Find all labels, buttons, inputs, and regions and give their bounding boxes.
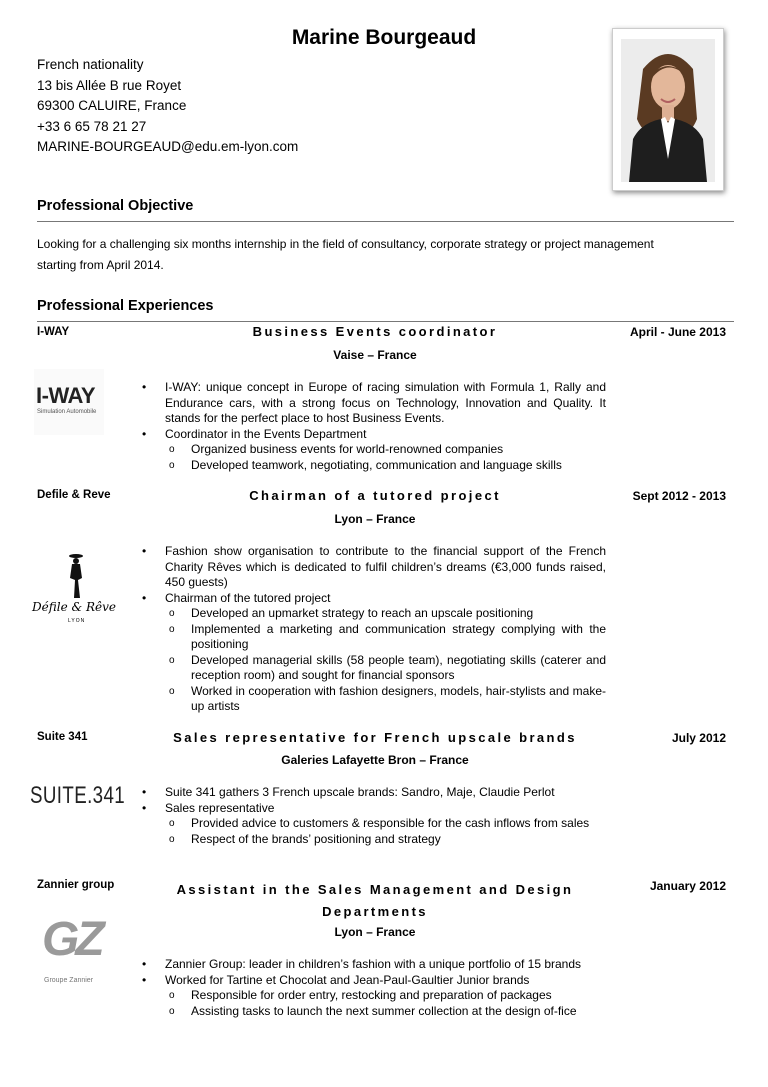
experiences-heading: Professional Experiences xyxy=(37,298,214,314)
job-title: Business Events coordinator xyxy=(252,324,498,339)
nationality: French nationality xyxy=(37,57,144,72)
job-location: Vaise – France xyxy=(333,348,417,362)
sub-list-item: o Worked in cooperation with fashion designers, models, hair-stylists and make-up artists xyxy=(165,684,606,715)
phone-number: +33 6 65 78 21 27 xyxy=(37,118,147,134)
job-location: Lyon – France xyxy=(334,512,416,526)
address-street: 13 bis Allée B rue Royet xyxy=(37,77,182,93)
objective-line: Looking for a challenging six months internship in the field of consultancy, corporate strategy or project management xyxy=(37,237,654,251)
contact-block xyxy=(37,55,298,158)
job-location: Lyon – France xyxy=(334,925,416,939)
divider xyxy=(37,321,734,322)
defile-reve-logo xyxy=(30,552,126,628)
logo-text: SUITE.341 xyxy=(30,782,126,809)
address-city: 69300 CALUIRE, France xyxy=(37,98,187,113)
job-title-line: Assistant in the Sales Management and Design xyxy=(176,882,574,897)
list-item xyxy=(142,957,606,973)
sub-list-item: o Developed teamwork, negotiating, communication and language skills xyxy=(165,458,606,474)
bullet-text: Suite 341 gathers 3 French upscale brands: Sandro, Maje, Claudie Perlot xyxy=(165,785,555,799)
bullet-text: Zannier Group: leader in children’s fashion with a unique portfolio of 15 brands xyxy=(165,957,582,971)
job-bullets xyxy=(142,957,606,1019)
email-address[interactable]: MARINE-BOURGEAUD@edu.em-lyon.com xyxy=(37,139,299,154)
job-title: Sales representative for French upscale brands xyxy=(173,730,577,745)
objective-text xyxy=(37,234,727,276)
company-name: Suite 341 xyxy=(37,731,88,743)
list-item xyxy=(142,427,606,474)
logo-text: GZ xyxy=(42,913,101,966)
job-bullets xyxy=(142,380,606,473)
list-item xyxy=(142,591,606,715)
company-name: Zannier group xyxy=(37,879,115,891)
bullet-text: Fashion show organisation to contribute to the financial support of the French Charity Rêves which is dedicated to fulfil children’s dreams (€3,000 funds raised, 450 guests) xyxy=(165,544,606,589)
job-title xyxy=(160,879,590,923)
bullet-text: I-WAY: unique concept in Europe of racing simulation with Formula 1, Rally and Endurance cars, with a strong focus on Technology, Innovation and Quality. It stands for the perfect place to host Business Events. xyxy=(165,380,606,425)
job-bullets xyxy=(142,544,606,715)
job-dates: July 2012 xyxy=(671,731,726,745)
sub-list-item: o Assisting tasks to launch the next summer collection at the design of-fice xyxy=(165,1004,606,1020)
job-dates: Sept 2012 - 2013 xyxy=(632,489,726,503)
objective-line: starting from April 2014. xyxy=(37,258,164,272)
job-dates: April - June 2013 xyxy=(629,325,726,339)
list-item xyxy=(142,973,606,1020)
list-item xyxy=(142,801,606,848)
logo-text: I-WAY xyxy=(36,383,96,408)
candidate-name: Marine Bourgeaud xyxy=(291,26,477,49)
job-location: Galeries Lafayette Bron – France xyxy=(281,753,469,767)
job-title: Chairman of a tutored project xyxy=(249,488,501,503)
list-item xyxy=(142,785,606,801)
logo-subtext: Groupe Zannier xyxy=(44,977,94,984)
sub-list-item: o Organized business events for world-renowned companies xyxy=(165,442,606,458)
bullet-text: Chairman of the tutored project xyxy=(165,590,331,605)
bullet-text: Coordinator in the Events Department xyxy=(165,426,367,441)
list-item xyxy=(142,380,606,427)
sub-bullets xyxy=(165,606,606,715)
profile-photo xyxy=(612,28,724,191)
iway-logo xyxy=(34,369,104,435)
objective-heading: Professional Objective xyxy=(37,198,194,214)
sub-list-item: o Developed managerial skills (58 people team), negotiating skills (caterer and reception room) and sought for financial sponsors xyxy=(165,653,606,684)
sub-bullets xyxy=(165,442,606,473)
sub-list-item: o Provided advice to customers & responsible for the cash inflows from sales xyxy=(165,816,606,832)
logo-subtext: LYON xyxy=(68,618,86,624)
job-bullets xyxy=(142,785,606,847)
sub-list-item: o Implemented a marketing and communication strategy complying with the positioning xyxy=(165,622,606,653)
suite341-logo xyxy=(30,782,134,812)
job-dates: January 2012 xyxy=(649,879,726,893)
bullet-text: Worked for Tartine et Chocolat and Jean-Paul-Gaultier Junior brands xyxy=(165,972,530,987)
portrait-image xyxy=(621,39,715,182)
divider xyxy=(37,221,734,222)
company-name: I-WAY xyxy=(37,326,70,338)
sub-bullets xyxy=(165,816,606,847)
job-title-line: Departments xyxy=(322,904,428,919)
logo-subtext: Simulation Automobile xyxy=(37,409,97,415)
sub-list-item: o Developed an upmarket strategy to reach an upscale positioning xyxy=(165,606,606,622)
sub-list-item: o Responsible for order entry, restocking and preparation of packages xyxy=(165,988,606,1004)
bullet-text: Sales representative xyxy=(165,800,275,815)
logo-text: Défile & Rêve xyxy=(32,600,116,614)
zannier-logo xyxy=(40,912,114,992)
list-item xyxy=(142,544,606,591)
sub-bullets xyxy=(165,988,606,1019)
sub-list-item: o Respect of the brands’ positioning and strategy xyxy=(165,832,606,848)
company-name: Defile & Reve xyxy=(37,489,111,501)
